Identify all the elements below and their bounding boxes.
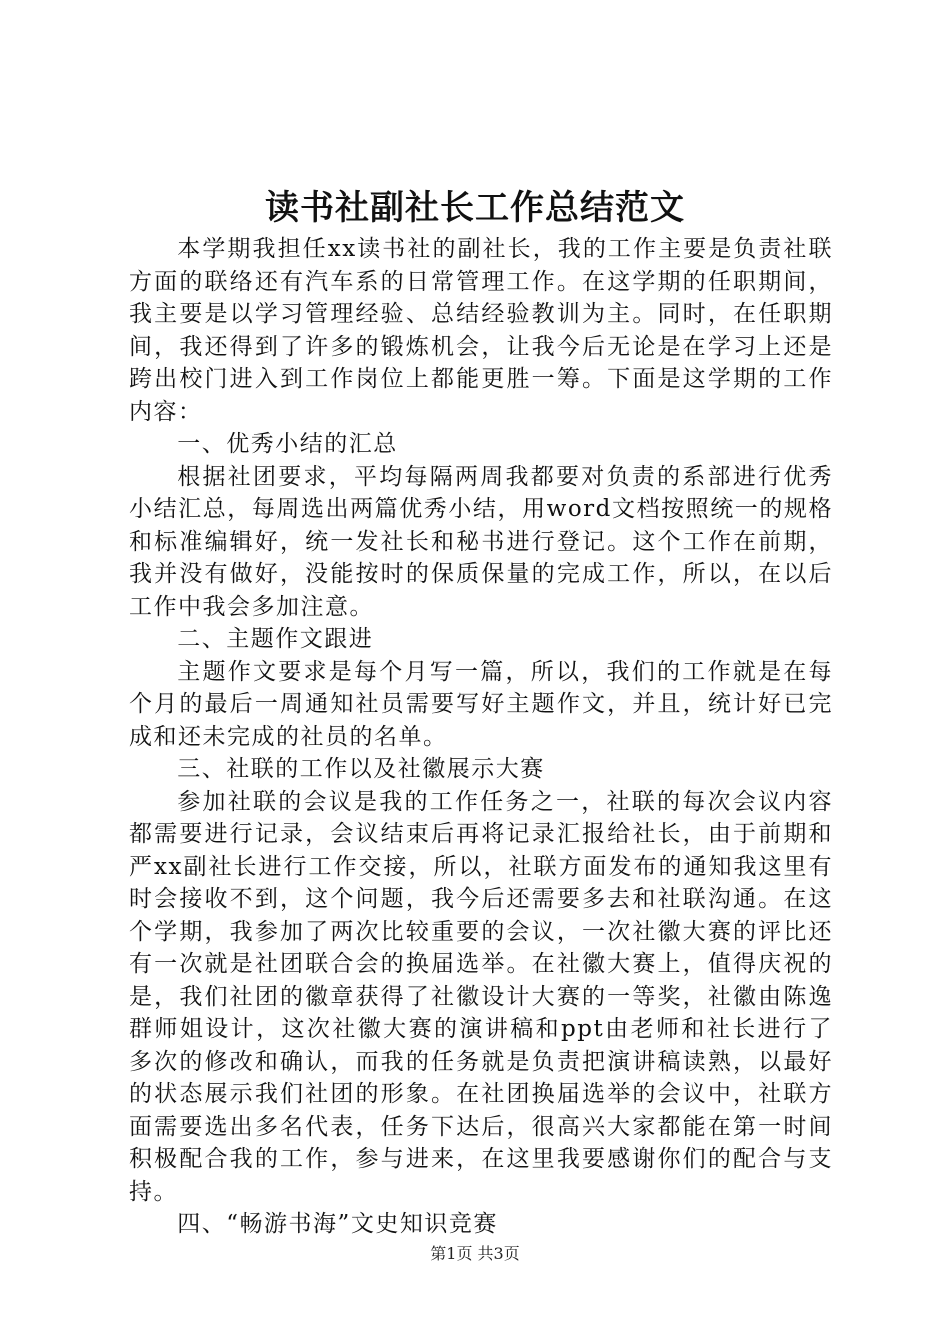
paragraph-intro: 本学期我担任xx读书社的副社长，我的工作主要是负责社联方面的联络还有汽车系的日常管理工作。在这学期的任职期间，我主要是以学习管理经验、总结经验教训为主。同时，在任职期间，我还得到了许多的锻炼机会，让我今后无论是在学习上还是跨出校门进入到工作岗位上都能更胜一筹。下面是这学期的工作内容： bbox=[129, 236, 833, 425]
document-title: 读书社副社长工作总结范文 bbox=[265, 188, 685, 228]
paragraph-section-2: 主题作文要求是每个月写一篇，所以，我们的工作就是在每个月的最后一周通知社员需要写好主题作文，并且，统计好已完成和还未完成的社员的名单。 bbox=[129, 658, 833, 750]
section-heading-1: 一、优秀小结的汇总 bbox=[177, 431, 398, 457]
paragraph-section-3: 参加社联的会议是我的工作任务之一，社联的每次会议内容都需要进行记录，会议结束后再将记录汇报给社长，由于前期和严xx副社长进行工作交接，所以，社联方面发布的通知我这里有时会接收不到，这个问题，我今后还需要多去和社联沟通。在这个学期，我参加了两次比较重要的会议，一次社徽大赛的评比还有一次就是社团联合会的换届选举。在社徽大赛上，值得庆祝的是，我们社团的徽章获得了社徽设计大赛的一等奖，社徽由陈逸群师姐设计，这次社徽大赛的演讲稿和ppt由老师和社长进行了多次的修改和确认，而我的任务就是负责把演讲稿读熟，以最好的状态展示我们社团的形象。在社团换届选举的会议中，社联方面需要选出多名代表，任务下达后，很高兴大家都能在第一时间积极配合我的工作，参与进来，在这里我要感谢你们的配合与支持。 bbox=[129, 788, 833, 1205]
section-heading-3: 三、社联的工作以及社徽展示大赛 bbox=[177, 756, 545, 782]
section-heading-2: 二、主题作文跟进 bbox=[177, 626, 374, 652]
section-heading-4: 四、“畅游书海”文史知识竞赛 bbox=[177, 1211, 498, 1237]
document-body bbox=[129, 233, 833, 1241]
paragraph-section-1: 根据社团要求，平均每隔两周我都要对负责的系部进行优秀小结汇总，每周选出两篇优秀小结，用word文档按照统一的规格和标准编辑好，统一发社长和秘书进行登记。这个工作在前期，我并没有做好，没能按时的保质保量的完成工作，所以，在以后工作中我会多加注意。 bbox=[129, 463, 833, 620]
page-footer: 第1页 共3页 bbox=[430, 1244, 520, 1263]
